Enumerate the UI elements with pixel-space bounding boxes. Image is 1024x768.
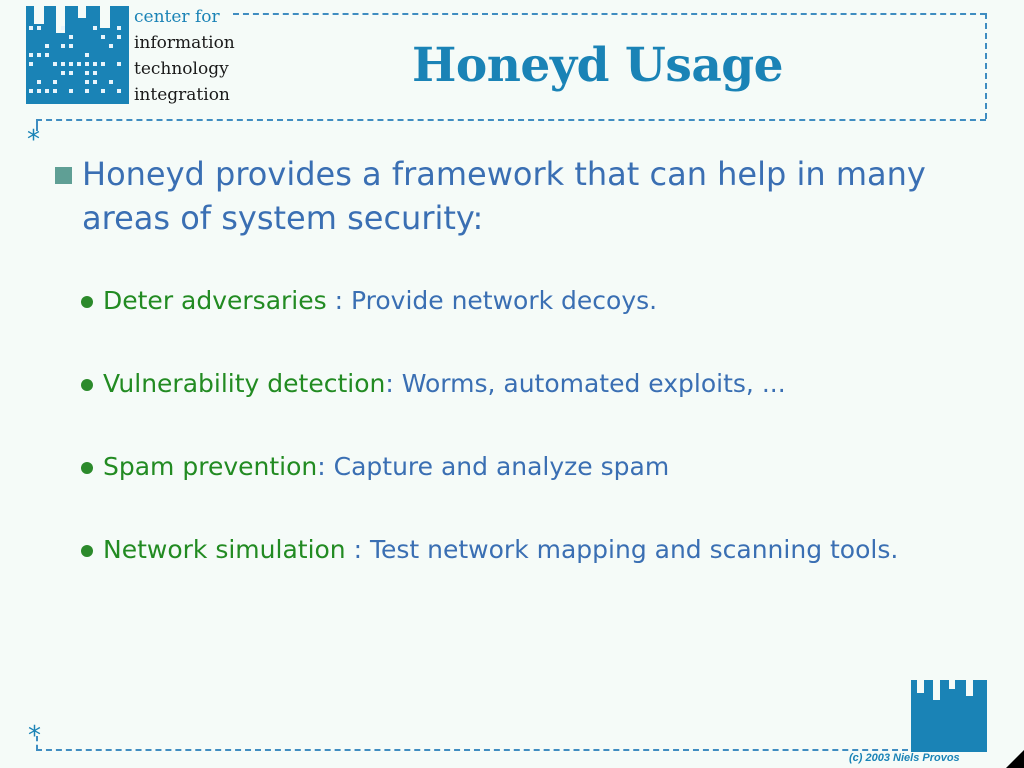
intro-text: Honeyd provides a framework that can help in many areas of system security:: [82, 155, 926, 237]
logo-window: [117, 26, 121, 30]
organization-name: [134, 4, 235, 108]
logo-window: [101, 62, 105, 66]
list-item: [103, 285, 657, 317]
footer-divider: [36, 749, 908, 751]
item-term: Spam prevention: [103, 452, 318, 481]
logo-window: [45, 53, 49, 57]
item-term: Deter adversaries: [103, 286, 327, 315]
logo-window: [29, 26, 33, 30]
logo-skyline-notch: [78, 6, 86, 18]
logo-window: [117, 62, 121, 66]
logo-window: [109, 80, 113, 84]
logo-window: [85, 71, 89, 75]
logo-skyline-notch: [933, 680, 940, 700]
item-description: : Worms, automated exploits, ...: [385, 369, 786, 398]
asterisk-icon: *: [27, 125, 40, 155]
logo-window: [29, 53, 33, 57]
org-line-2: information: [134, 33, 235, 53]
logo-window: [37, 80, 41, 84]
logo-window: [69, 62, 73, 66]
logo-skyline-notch: [949, 680, 955, 689]
logo-window: [61, 71, 65, 75]
org-line-3: technology: [134, 59, 229, 79]
item-description: : Capture and analyze spam: [317, 452, 670, 481]
logo-window: [85, 80, 89, 84]
logo-window: [109, 44, 113, 48]
logo-window: [37, 26, 41, 30]
logo-window: [61, 62, 65, 66]
logo-window: [85, 89, 89, 93]
citi-logo-icon: [26, 6, 129, 104]
logo-window: [29, 89, 33, 93]
item-term: Network simulation: [103, 535, 346, 564]
list-item: [103, 534, 898, 566]
logo-window: [29, 62, 33, 66]
logo-window: [61, 44, 65, 48]
logo-skyline-notch: [917, 680, 924, 693]
square-bullet-icon: [55, 167, 72, 184]
item-term: Vulnerability detection: [103, 369, 386, 398]
item-description: : Test network mapping and scanning tools.: [345, 535, 899, 564]
logo-window: [93, 80, 97, 84]
logo-window: [53, 89, 57, 93]
copyright-text: (c) 2003 Niels Provos: [849, 752, 960, 764]
logo-skyline-notch: [966, 680, 973, 696]
logo-window: [77, 62, 81, 66]
logo-window: [93, 26, 97, 30]
slide-corner-icon: [1006, 750, 1024, 768]
logo-skyline-notch: [100, 6, 110, 28]
slide-title: Honeyd Usage: [412, 38, 784, 93]
list-item: [103, 368, 786, 400]
footer-divider-left: [36, 736, 38, 750]
logo-window: [69, 35, 73, 39]
round-bullet-icon: [81, 545, 93, 557]
logo-skyline-notch: [34, 6, 44, 24]
header-frame-right: [985, 13, 987, 119]
round-bullet-icon: [81, 379, 93, 391]
org-line-4: integration: [134, 85, 230, 105]
list-item: [103, 451, 669, 483]
logo-window: [69, 44, 73, 48]
logo-window: [117, 35, 121, 39]
logo-window: [117, 89, 121, 93]
header-frame-top: [233, 13, 986, 15]
item-description: : Provide network decoys.: [326, 286, 658, 315]
logo-window: [69, 71, 73, 75]
asterisk-icon: *: [28, 721, 41, 751]
citi-logo-small-icon: [911, 680, 987, 752]
logo-window: [93, 62, 97, 66]
logo-window: [101, 89, 105, 93]
logo-window: [85, 53, 89, 57]
logo-window: [45, 44, 49, 48]
logo-window: [37, 89, 41, 93]
logo-window: [37, 53, 41, 57]
logo-window: [45, 89, 49, 93]
logo-window: [53, 80, 57, 84]
logo-window: [85, 62, 89, 66]
round-bullet-icon: [81, 296, 93, 308]
round-bullet-icon: [81, 462, 93, 474]
logo-window: [101, 35, 105, 39]
logo-window: [93, 71, 97, 75]
logo-window: [61, 26, 65, 30]
org-line-1: center for: [134, 7, 220, 27]
logo-window: [69, 89, 73, 93]
header-frame-bottom: [36, 119, 986, 121]
logo-window: [53, 62, 57, 66]
